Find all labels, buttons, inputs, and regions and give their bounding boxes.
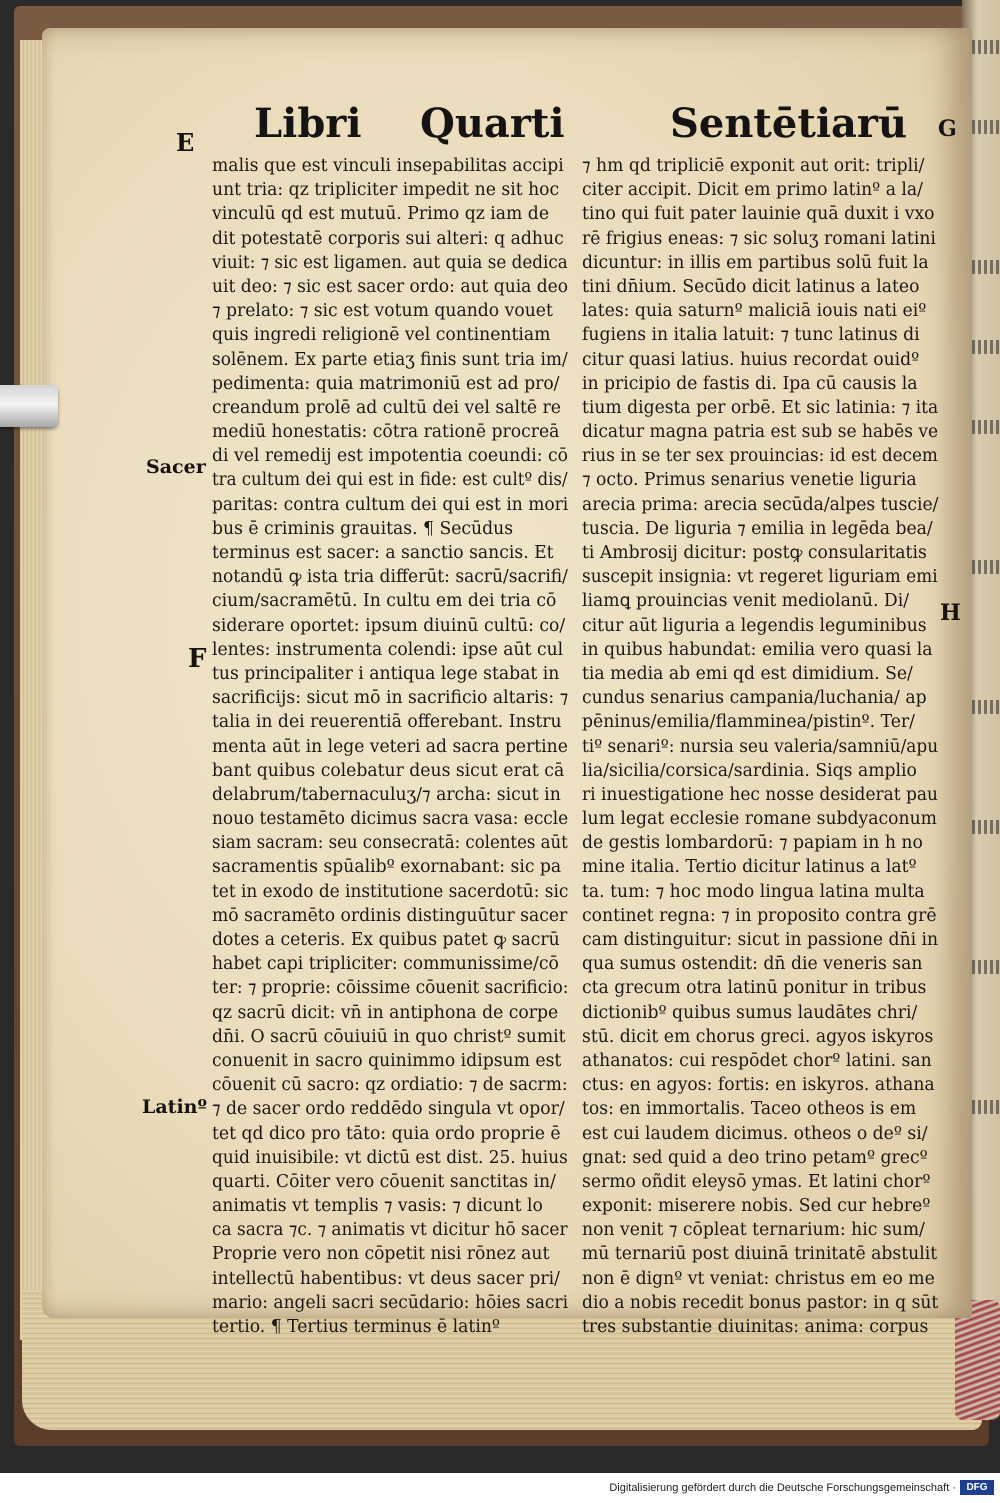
text-line: mediū honestatis: cōtra rationē procreā: [212, 422, 560, 443]
text-line: stū. dicit em chorus greci. agyos iskyros: [582, 1026, 934, 1047]
text-line: creandum prolē ad cultū dei vel saltē re: [212, 397, 561, 418]
text-line: ⁊ hm qd tripliciē exponit aut orit: tripli/: [582, 156, 925, 176]
text-line: intellectū habentibus: vt deus sacer pri/: [212, 1268, 560, 1289]
text-line: tini dn̄ium. Secūdo dicit latinus a lateo: [582, 276, 920, 297]
text-line: cōuenit cū sacro: qz ordiatio: ⁊ de sacrm:: [212, 1075, 568, 1096]
text-line: paritas: contra cultum dei qui est in mori: [212, 494, 569, 515]
text-line: qua sumus ostendit: dn̄ die veneris san: [582, 954, 923, 975]
text-line: tus principaliter i antiqua lege stabat in: [212, 663, 560, 684]
text-line: uit deo: ⁊ sic est sacer ordo: aut quia deo: [212, 276, 569, 297]
text-line: tino qui fuit pater lauinie quā duxit i vxo: [582, 204, 935, 225]
text-line: dit potestatē corporis sui alteri: q adhuc: [212, 228, 564, 249]
text-line: conuenit in sacro quinimmo idipsum est: [212, 1050, 562, 1071]
text-line: tertio. ¶ Tertius terminus ē latinº: [212, 1317, 500, 1337]
text-line: animatis vt templis ⁊ vasis: ⁊ dicunt lo: [212, 1196, 543, 1217]
text-line: di vel remedij est impotentia coeundi: cō: [212, 446, 568, 467]
text-line: mū ternariū post diuinā trinitatē abstulit: [582, 1244, 938, 1265]
text-line: dotes a ceteris. Ex quibus patet ꝙ sacrū: [212, 930, 560, 950]
text-line: tiº senariº: nursia seu valeria/samniū/apu: [582, 736, 939, 757]
text-line: ta. tum: ⁊ hoc modo lingua latina multa: [582, 881, 925, 902]
text-line: siam sacram: seu consecratā: colentes aūt: [212, 833, 568, 854]
text-line: tres substantie diuinitas: anima: corpus: [582, 1317, 929, 1337]
text-line: ri inuestigatione hec nosse desiderat pau: [582, 784, 939, 805]
text-line: pedimenta: quia matrimoniū est ad pro/: [212, 373, 560, 394]
text-line: liamꝗ prouincias venit mediolanū. Di/: [582, 591, 910, 612]
text-line: quarti. Cōiter vero cōuenit sanctitas in/: [212, 1171, 556, 1192]
text-line: ⁊ de sacer ordo reddēdo singula vt opor/: [212, 1099, 565, 1120]
text-line: in quibus habundat: emilia vero quasi la: [582, 639, 933, 660]
text-line: tet in exodo de institutione sacerdotū: sic: [212, 881, 569, 902]
right-text-column: [582, 154, 942, 1339]
margin-note-sacer: Sacer: [146, 456, 206, 478]
header-word-libri: Libri: [254, 100, 362, 147]
margin-letter-g: G: [938, 116, 957, 142]
margin-letter-f: F: [188, 644, 207, 674]
page-clip: [0, 385, 58, 427]
text-line: habet capi tripliciter: communissime/cō: [212, 954, 559, 975]
text-line: non venit ⁊ cōpleat ternarium: hic sum/: [582, 1220, 925, 1241]
text-line: ter: ⁊ proprie: cōissime cōuenit sacrificio:: [212, 978, 569, 999]
text-line: qz sacrū dicit: vn̄ in antiphona de corpe: [212, 1002, 559, 1023]
text-line: ⁊ octo. Primus senarius venetie liguria: [582, 470, 917, 491]
text-line: bant quibus colebatur deus sicut erat cā: [212, 760, 565, 781]
text-line: arecia prima: arecia secūda/alpes tuscie/: [582, 494, 939, 515]
text-line: citur aūt liguria a legendis leguminibus: [582, 615, 927, 636]
text-line: lates: quia saturnº maliciā iouis nati eiº: [582, 301, 927, 322]
text-line: pēninus/emilia/flamminea/pistinº. Ter/: [582, 712, 915, 733]
text-line: lentes: instrumenta colendi: ipse aūt cul: [212, 639, 564, 660]
text-line: bus ē criminis grauitas. ¶ Secūdus: [212, 518, 514, 539]
book-page: [42, 28, 972, 1337]
text-line: mō sacramēto ordinis distinguūtur sacer: [212, 905, 568, 926]
text-line: cium/sacramētū. In cultu em dei tria cō: [212, 591, 557, 612]
text-line: cam distinguitur: sicut in passione dn̄i in: [582, 930, 939, 950]
text-line: mario: angeli sacri secūdario: hōies sacri: [212, 1292, 569, 1313]
text-line: dio a nobis recedit bonus pastor: in q sūt: [582, 1292, 939, 1313]
text-line: continet regna: ⁊ in proposito contra grē: [582, 905, 937, 926]
text-line: malis que est vinculi insepabilitas accipi: [212, 156, 564, 176]
text-line: tet qd dico pro tāto: quia ordo proprie ē: [212, 1123, 561, 1144]
text-line: ca sacra ⁊c. ⁊ animatis vt dicitur hō sacer: [212, 1220, 568, 1241]
text-line: tium digesta per orbē. Et sic latinia: ⁊ ita: [582, 397, 939, 418]
text-line: ctus: en agyos: fortis: en iskyros. athana: [582, 1075, 935, 1096]
text-line: Proprie vero non cōpetit nisi rōnez aut: [212, 1244, 550, 1265]
text-line: tra cultum dei qui est in fide: est cultº dis/: [212, 470, 568, 491]
footer-credit: Digitalisierung gefördert durch die Deutsche Forschungsgemeinschaft ·: [609, 1482, 956, 1494]
text-line: dicatur magna patria est sub se habēs ve: [582, 422, 939, 443]
text-line: ti Ambrosij dicitur: postꝙ consularitatis: [582, 543, 927, 563]
left-text-column: [212, 154, 572, 1339]
text-line: fugiens in italia latuit: ⁊ tunc latinus di: [582, 325, 920, 346]
text-line: sermo oñdit eleysō ymas. Et latini chorº: [582, 1171, 931, 1192]
text-line: sacramentis spūalibº exornabant: sic pa: [212, 857, 562, 878]
text-line: est cui laudem dicimus. otheos o deº si/: [582, 1123, 928, 1144]
footer-bar: [0, 1473, 1000, 1503]
text-line: solēnem. Ex parte etiaʒ finis sunt tria im/: [212, 349, 568, 370]
text-line: tuscia. De liguria ⁊ emilia in legēda bea/: [582, 518, 933, 539]
text-line: menta aūt in lege veteri ad sacra pertine: [212, 736, 568, 757]
text-line: talia in dei reuerentiā offerebant. Instru: [212, 712, 562, 733]
margin-letter-e: E: [176, 128, 195, 157]
text-line: dn̄i. O sacrū cōuiuiū in quo christº sumit: [212, 1026, 566, 1047]
text-line: viuit: ⁊ sic est ligamen. aut quia se dedica: [212, 252, 568, 273]
text-line: vinculū qd est mutuū. Primo qz iam de: [212, 204, 550, 225]
text-line: suscepit insignia: vt regeret liguriam emi: [582, 567, 938, 588]
text-line: exponit: miserere nobis. Sed cur hebreº: [582, 1196, 931, 1217]
text-line: de gestis lombardorū: ⁊ papiam in h no: [582, 833, 923, 854]
header-word-sententiarum: Sentētiarū: [670, 100, 908, 147]
text-line: unt tria: qz tripliciter impedit ne sit hoc: [212, 180, 560, 201]
dfg-logo: DFG: [960, 1480, 994, 1495]
text-line: rē frigius eneas: ⁊ sic soluʒ romani latini: [582, 228, 936, 249]
text-line: citur quasi latius. huius recordat ouidº: [582, 349, 920, 370]
text-line: cundus senarius campania/luchania/ ap: [582, 688, 927, 709]
text-line: cta grecum otra latinū ponitur in tribus: [582, 978, 927, 999]
text-line: delabrum/tabernaculuʒ/⁊ archa: sicut in: [212, 784, 561, 805]
text-line: non ē dignº vt veniat: christus em eo me: [582, 1268, 935, 1289]
text-line: citer accipit. Dicit em primo latinº a la/: [582, 180, 923, 201]
text-line: mine italia. Tertio dicitur latinus a latº: [582, 857, 917, 878]
text-line: rius in se ter sex prouincias: id est decem: [582, 446, 938, 467]
text-line: quid inuisibile: vt dictū est dist. 25. huius: [212, 1147, 568, 1168]
text-line: athanatos: cui respōdet chorº latini. san: [582, 1050, 932, 1071]
text-line: sacrificijs: sicut mō in sacrificio altaris: ⁊: [212, 688, 569, 709]
text-line: tia media ab emi qd est dimidium. Se/: [582, 663, 913, 684]
text-line: in pricipio de fastis di. Ipa cū causis la: [582, 373, 918, 394]
header-word-quarti: Quarti: [420, 100, 565, 147]
text-line: ⁊ prelato: ⁊ sic est votum quando vouet: [212, 301, 553, 322]
text-line: gnat: sed quid a deo trino petamº grecº: [582, 1147, 928, 1168]
text-line: dictionibº quibus sumus laudātes chri/: [582, 1002, 918, 1023]
margin-letter-h: H: [940, 600, 961, 626]
text-line: terminus est sacer: a sanctio sancis. Et: [212, 543, 554, 563]
text-line: siderare oportet: ipsum diuinū cultū: co/: [212, 615, 566, 636]
text-line: tos: en immortalis. Taceo otheos is em: [582, 1099, 917, 1120]
margin-note-latinus: Latinº: [142, 1096, 207, 1118]
text-line: lia/sicilia/corsica/sardinia. Siqs amplio: [582, 760, 917, 781]
text-line: lum legat ecclesie romane subdyaconum: [582, 809, 937, 830]
text-line: dicuntur: in illis em partibus solū fuit la: [582, 252, 929, 273]
text-line: quis ingredi religionē vel continentiam: [212, 325, 551, 346]
text-line: nouo testamēto dicimus sacra vasa: eccle: [212, 809, 569, 830]
text-line: notandū ꝙ ista tria differūt: sacrū/sacrifi/: [212, 567, 568, 588]
binding-headband: [955, 1300, 1000, 1420]
